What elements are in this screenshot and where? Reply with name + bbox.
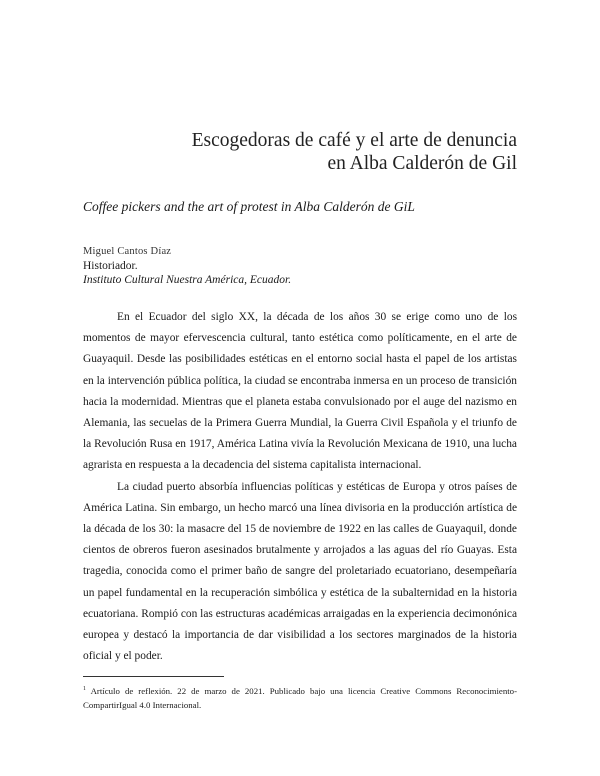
- author-block: [83, 245, 523, 287]
- author-name-text: Miguel Cantos Díaz: [83, 246, 172, 257]
- author-role: Historiador.: [83, 260, 138, 272]
- body-paragraph-2: La ciudad puerto absorbía influencias políticas y estéticas de Europa y otros países de América Latina. Sin embargo, un hecho marcó una línea divisoria en la producción artística de la década de los 30: la masacre del 15 de noviembre de 1922 en las calles de Guayaquil, donde cientos de obreros fueron asesinados brutalmente y arrojados a las aguas del río Guayas. Esta tragedia, conocida como el primer baño de sangre del proletariado ecuatoriano, desempeñaría un papel fundamental en la recuperación simbólica y estética de la subalternidad en la historia ecuatoriana. Rompió con las estructuras académicas arraigadas en la experiencia decimonónica europea y destacó la importancia de dar visibilidad a los sectores marginados de la historia oficial y el poder.: [83, 480, 517, 663]
- footnote-divider: [83, 676, 224, 677]
- article-title: [97, 129, 517, 175]
- author-name: [83, 245, 523, 259]
- body-paragraph-1: En el Ecuador del siglo XX, la década de los años 30 se erige como uno de los momentos de mayor efervescencia cultural, tanto estética como políticamente, en el arte de Guayaquil. Desde las posibilidades estéticas en el entorno social hasta el papel de los artistas en la intervención pública política, la ciudad se encontraba inmersa en un proceso de transición hacia la modernidad. Mientras que el planeta estaba convulsionado por el auge del nazismo en Alemania, las secuelas de la Primera Guerra Mundial, la Guerra Civil Española y el triunfo de la Revolución Rusa en 1917, América Latina vivía la Revolución Mexicana de 1910, una lucha agrarista en respuesta a la decadencia del sistema capitalista internacional.: [83, 311, 517, 472]
- author-institution: Instituto Cultural Nuestra América, Ecuador.: [83, 274, 292, 286]
- article-title-line-2: en Alba Calderón de Gil: [327, 153, 517, 174]
- body-text: [83, 307, 517, 667]
- article-subtitle-english: Coffee pickers and the art of protest in Alba Calderón de GiL: [83, 199, 415, 214]
- footnote-mark: 1: [83, 686, 86, 693]
- article-title-line-1: Escogedoras de café y el arte de denuncia: [191, 130, 517, 151]
- footnote-text: Artículo de reflexión. 22 de marzo de 2021. Publicado bajo una licencia Creative Commons Reconocimiento-CompartirIgual 4.0 Internacional.: [83, 686, 517, 710]
- footnote: [83, 684, 517, 712]
